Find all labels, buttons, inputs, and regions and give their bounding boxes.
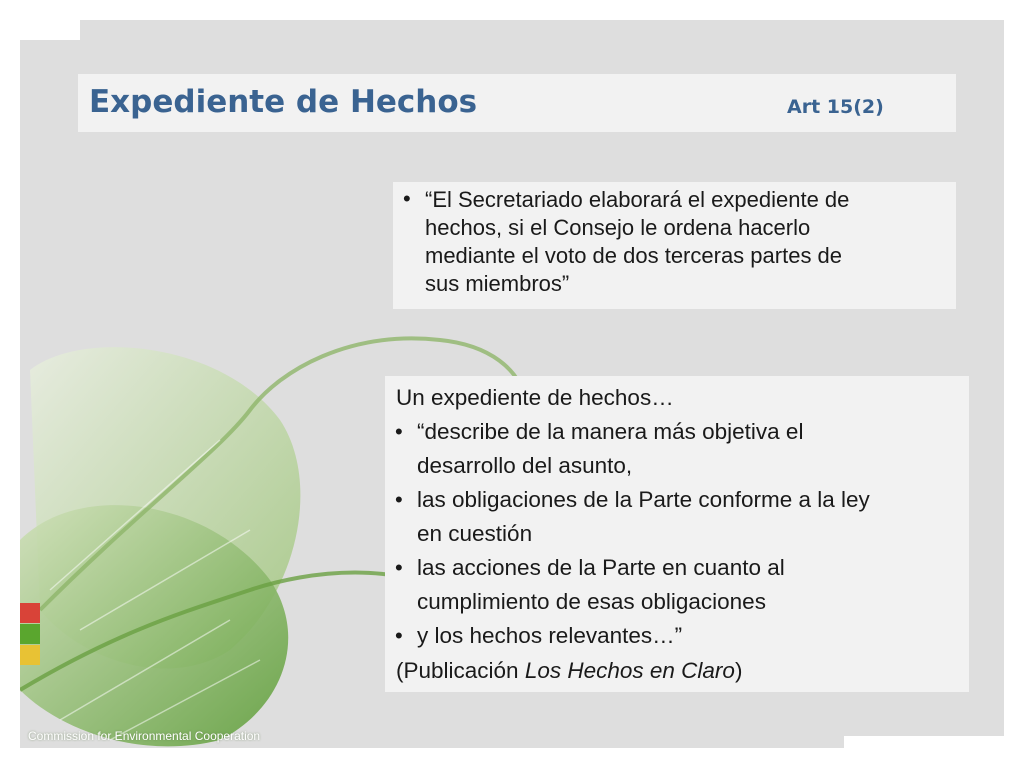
quote-text bbox=[425, 186, 849, 298]
text-line: cumplimiento de esas obligaciones bbox=[417, 589, 766, 614]
quote-bullet-item bbox=[399, 186, 849, 298]
list-item bbox=[391, 551, 785, 619]
definition-intro: Un expediente de hechos… bbox=[396, 385, 674, 410]
article-reference: Art 15(2) bbox=[787, 96, 884, 118]
page-title: Expediente de Hechos bbox=[89, 84, 478, 120]
list-item bbox=[391, 483, 870, 551]
bullet-glyph: • bbox=[395, 487, 403, 512]
bullet-glyph: • bbox=[403, 186, 411, 211]
corner-notch bbox=[20, 20, 80, 40]
bullet-glyph: • bbox=[395, 623, 403, 648]
text-line: las acciones de la Parte en cuanto al bbox=[417, 555, 785, 580]
stripe-green bbox=[20, 624, 40, 644]
source-prefix: (Publicación bbox=[396, 658, 525, 683]
text-line: las obligaciones de la Parte conforme a la ley bbox=[417, 487, 870, 512]
title-bar bbox=[78, 74, 956, 132]
text-line: “describe de la manera más objetiva el bbox=[417, 419, 804, 444]
text-line: desarrollo del asunto, bbox=[417, 453, 633, 478]
corner-notch bbox=[844, 736, 1004, 748]
bullet-glyph: • bbox=[395, 419, 403, 444]
definition-box bbox=[385, 376, 969, 692]
stripe-red bbox=[20, 603, 40, 623]
text-line: mediante el voto de dos terceras partes de bbox=[425, 243, 843, 268]
text-line: hechos, si el Consejo le ordena hacerlo bbox=[425, 215, 811, 240]
source-title: Los Hechos en Claro bbox=[524, 658, 735, 683]
stripe-yellow bbox=[20, 645, 40, 665]
text-line: en cuestión bbox=[417, 521, 533, 546]
list-item bbox=[391, 619, 682, 653]
source-suffix: ) bbox=[734, 658, 743, 683]
source-citation bbox=[396, 654, 742, 688]
footer-organization: Commission for Environmental Cooperation bbox=[28, 729, 261, 743]
text-line: y los hechos relevantes…” bbox=[417, 623, 683, 648]
quote-box bbox=[393, 182, 956, 309]
text-line: “El Secretariado elaborará el expediente de bbox=[425, 187, 850, 212]
list-item bbox=[391, 415, 803, 483]
text-line: sus miembros” bbox=[425, 271, 570, 296]
bullet-glyph: • bbox=[395, 555, 403, 580]
